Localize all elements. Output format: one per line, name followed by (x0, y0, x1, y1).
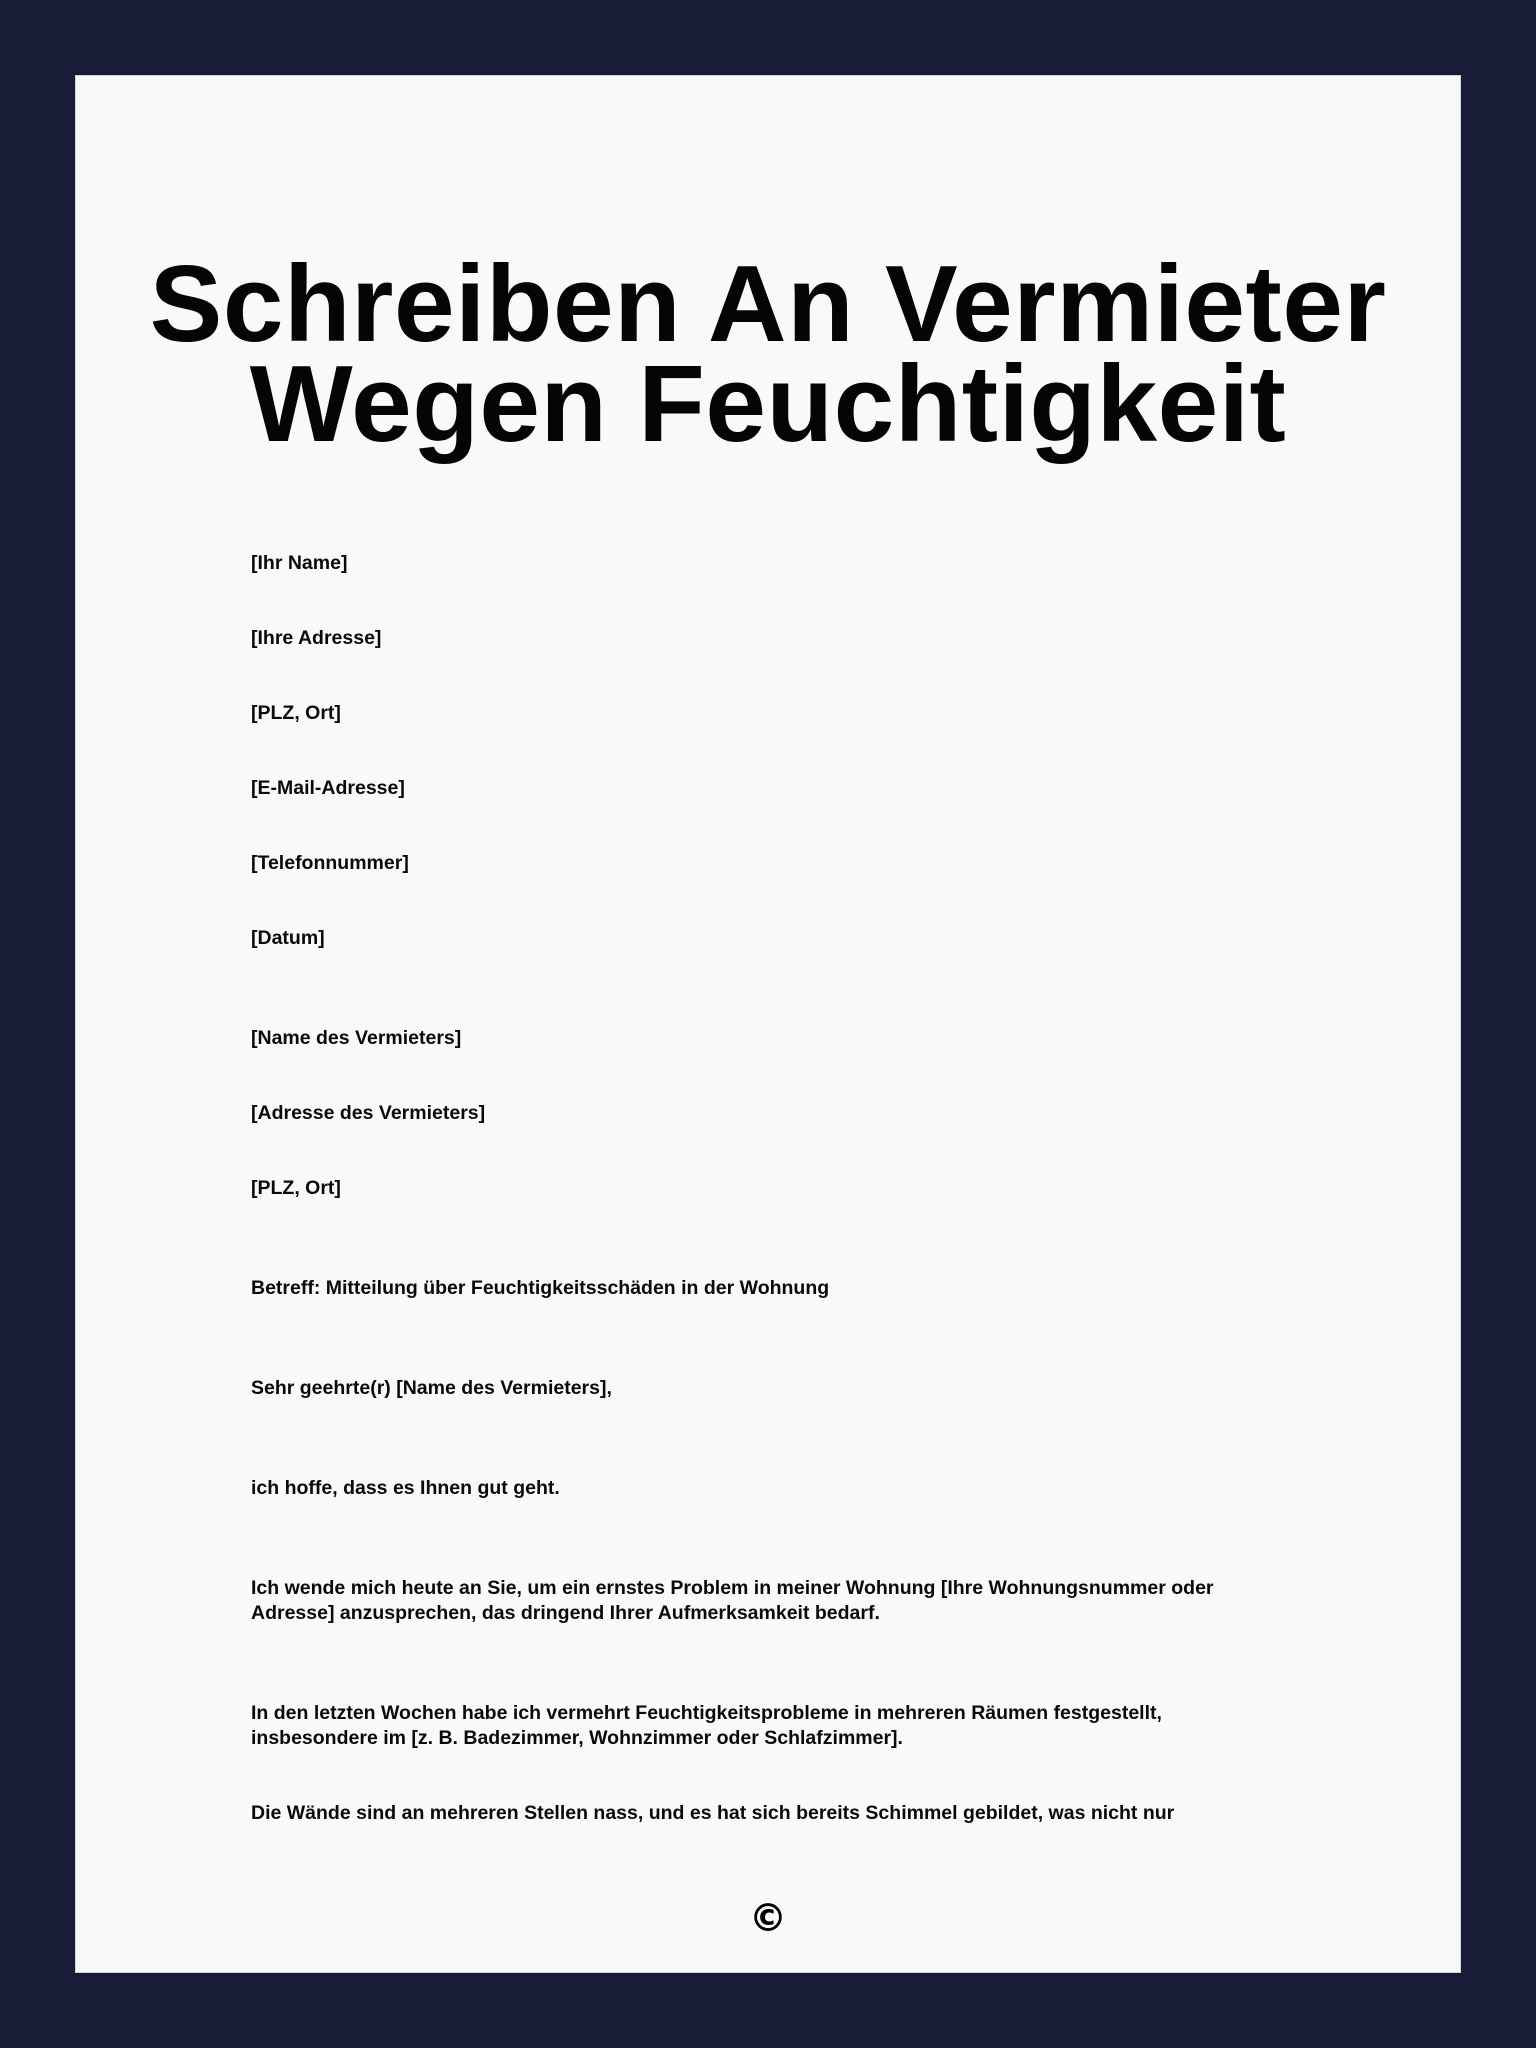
sender-phone: [Telefonnummer] (251, 852, 409, 874)
body-paragraph: ich hoffe, dass es Ihnen gut geht. (251, 1477, 560, 1499)
letter-salutation: Sehr geehrte(r) [Name des Vermieters], (251, 1377, 612, 1399)
body-paragraph: Die Wände sind an mehreren Stellen nass, und es hat sich bereits Schimmel gebildet, was nicht nur (251, 1802, 1175, 1824)
document-page (75, 75, 1461, 1973)
sender-address: [Ihre Adresse] (251, 627, 382, 649)
sender-zip-city: [PLZ, Ort] (251, 702, 341, 724)
body-paragraph: Ich wende mich heute an Sie, um ein ernstes Problem in meiner Wohnung [Ihre Wohnungsnummer oder Adresse] anzusprechen, das dringend Ihrer Aufmerksamkeit bedarf. (251, 1577, 1214, 1624)
sender-email: [E-Mail-Adresse] (251, 777, 405, 799)
sender-name: [Ihr Name] (251, 552, 348, 574)
title-line-2: Wegen Feuchtigkeit (249, 343, 1287, 465)
letter-date: [Datum] (251, 927, 325, 949)
body-paragraph: In den letzten Wochen habe ich vermehrt Feuchtigkeitsprobleme in mehreren Räumen festgestellt, insbesondere im [z. B. Badezimmer, Wohnzimmer oder Schlafzimmer]. (251, 1702, 1162, 1749)
copyright-icon: © (749, 1896, 787, 1940)
recipient-name: [Name des Vermieters] (251, 1027, 462, 1049)
recipient-zip-city: [PLZ, Ort] (251, 1177, 341, 1199)
recipient-address: [Adresse des Vermieters] (251, 1102, 486, 1124)
document-title (76, 243, 1460, 465)
title-line-1: Schreiben An Vermieter (149, 243, 1387, 365)
letter-subject: Betreff: Mitteilung über Feuchtigkeitsschäden in der Wohnung (251, 1277, 830, 1299)
